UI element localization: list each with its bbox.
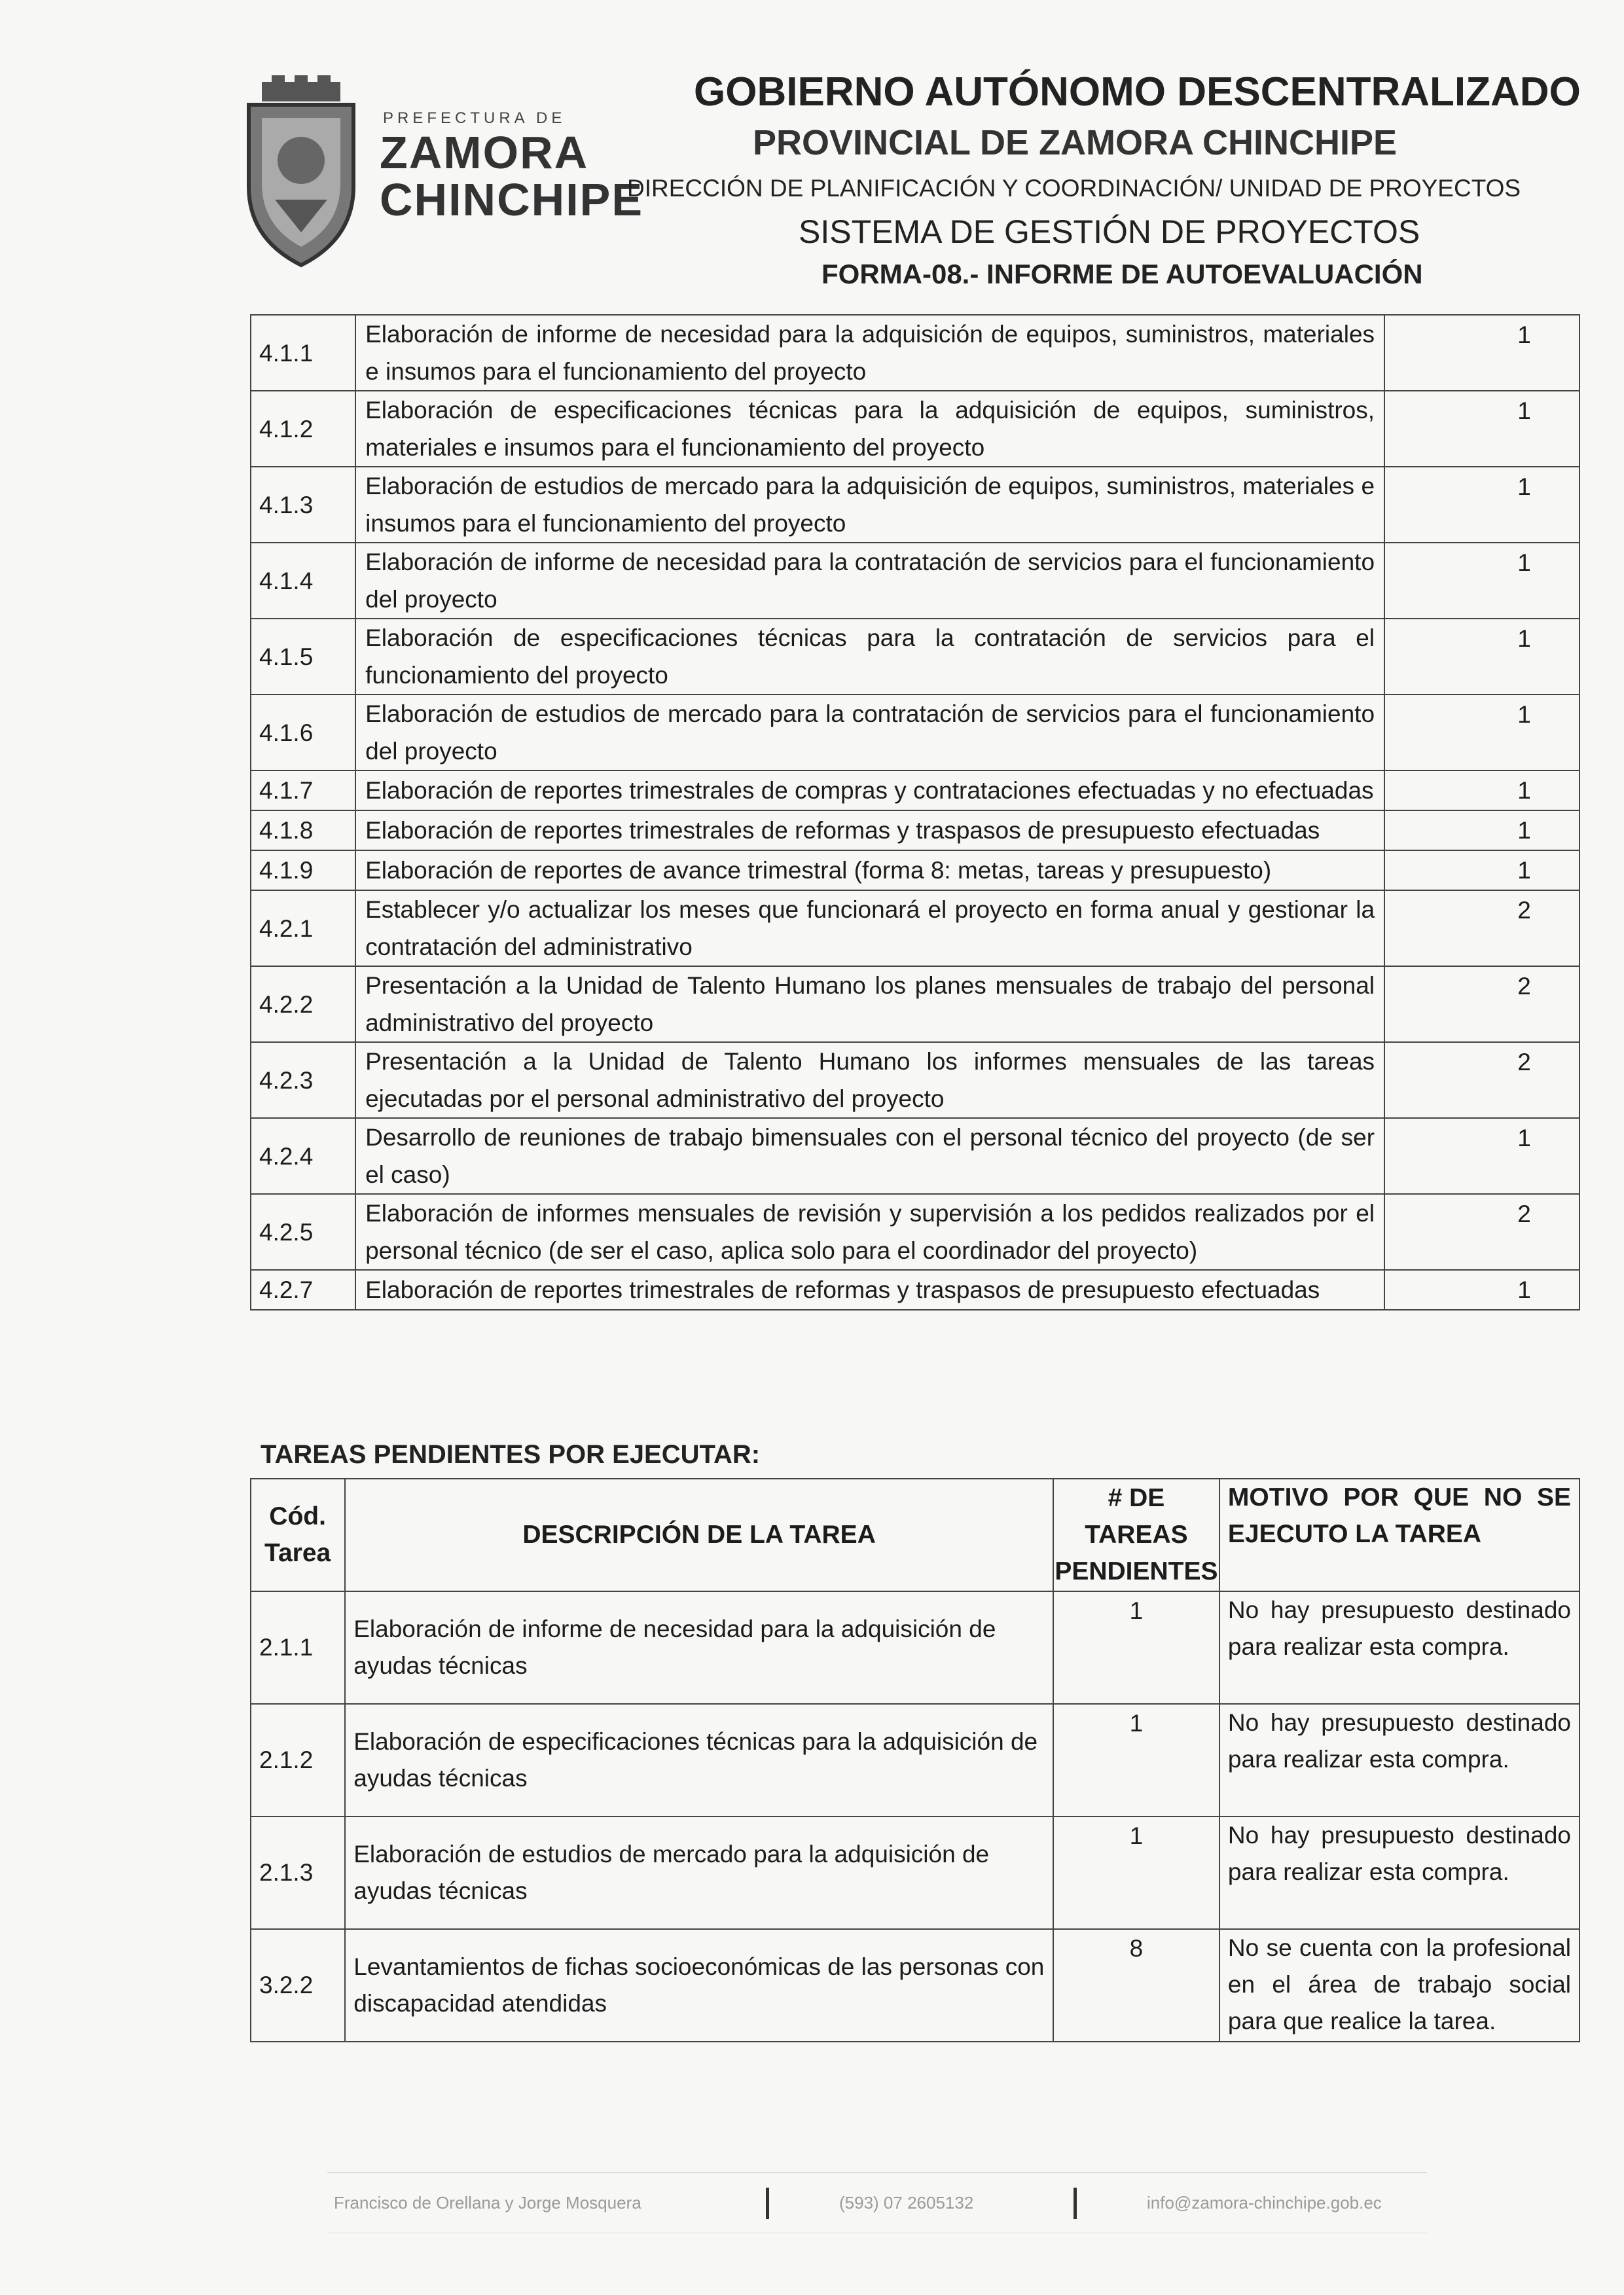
task-code: 4.2.1 <box>251 890 355 966</box>
task-quantity: 1 <box>1384 1270 1579 1310</box>
header-title: GOBIERNO AUTÓNOMO DESCENTRALIZADO <box>694 69 1581 115</box>
task-code: 4.2.2 <box>251 966 355 1042</box>
pending-description: Levantamientos de fichas socioeconómicas de las personas con discapacidad atendidas <box>345 1929 1053 2042</box>
task-quantity: 1 <box>1384 391 1579 467</box>
task-row <box>251 543 1579 619</box>
task-code: 4.1.3 <box>251 467 355 543</box>
pending-header-row <box>251 1479 1579 1591</box>
pending-row <box>251 1591 1579 1704</box>
task-description: Elaboración de reportes de avance trimestral (forma 8: metas, tareas y presupuesto) <box>355 850 1384 890</box>
pending-tasks-title: TAREAS PENDIENTES POR EJECUTAR: <box>261 1440 761 1469</box>
task-row <box>251 1042 1579 1118</box>
task-quantity: 2 <box>1384 1194 1579 1270</box>
pending-description: Elaboración de estudios de mercado para la adquisición de ayudas técnicas <box>345 1816 1053 1929</box>
pending-row <box>251 1704 1579 1816</box>
task-row <box>251 467 1579 543</box>
task-quantity: 1 <box>1384 695 1579 770</box>
footer-email: info@zamora-chinchipe.gob.ec <box>1147 2193 1382 2213</box>
task-description: Desarrollo de reuniones de trabajo bimensuales con el personal técnico del proyecto (de ser el caso) <box>355 1118 1384 1194</box>
task-description: Presentación a la Unidad de Talento Humano los informes mensuales de las tareas ejecutadas por el personal administrativo del proyecto <box>355 1042 1384 1118</box>
task-row <box>251 770 1579 810</box>
logo-name-line2: CHINCHIPE <box>380 174 644 225</box>
footer-divider <box>327 2172 1427 2173</box>
footer-divider-bottom <box>327 2232 1427 2233</box>
task-code: 4.1.2 <box>251 391 355 467</box>
pending-reason: No hay presupuesto destinado para realizar esta compra. <box>1219 1816 1579 1929</box>
pending-count: 1 <box>1053 1704 1219 1816</box>
header-subtitle: PROVINCIAL DE ZAMORA CHINCHIPE <box>753 123 1398 162</box>
header-system: SISTEMA DE GESTIÓN DE PROYECTOS <box>799 213 1420 250</box>
header-pending-count: # DE TAREAS PENDIENTES <box>1053 1479 1219 1591</box>
logo-small-text: PREFECTURA DE <box>383 109 566 127</box>
pending-row <box>251 1816 1579 1929</box>
task-description: Elaboración de informe de necesidad para la contratación de servicios para el funcionamiento del proyecto <box>355 543 1384 619</box>
logo-name-line1: ZAMORA <box>380 127 589 178</box>
task-description: Elaboración de informe de necesidad para la adquisición de equipos, suministros, materiales e insumos para el funcionamiento del proyecto <box>355 315 1384 391</box>
pending-reason: No hay presupuesto destinado para realizar esta compra. <box>1219 1704 1579 1816</box>
task-code: 4.1.5 <box>251 619 355 695</box>
header-reason: MOTIVO POR QUE NO SE EJECUTO LA TAREA <box>1219 1479 1579 1591</box>
footer-address: Francisco de Orellana y Jorge Mosquera <box>334 2193 641 2213</box>
task-quantity: 1 <box>1384 315 1579 391</box>
task-description: Elaboración de reportes trimestrales de compras y contrataciones efectuadas y no efectuadas <box>355 770 1384 810</box>
task-quantity: 1 <box>1384 850 1579 890</box>
task-quantity: 1 <box>1384 543 1579 619</box>
tasks-table <box>250 314 1580 1310</box>
form-title: FORMA-08.- INFORME DE AUTOEVALUACIÓN <box>821 259 1423 289</box>
task-description: Elaboración de reportes trimestrales de reformas y traspasos de presupuesto efectuadas <box>355 810 1384 850</box>
task-quantity: 1 <box>1384 467 1579 543</box>
task-code: 4.2.7 <box>251 1270 355 1310</box>
task-description: Elaboración de estudios de mercado para la contratación de servicios para el funcionamiento del proyecto <box>355 695 1384 770</box>
task-code: 4.1.9 <box>251 850 355 890</box>
pending-count: 8 <box>1053 1929 1219 2042</box>
task-description: Elaboración de informes mensuales de revisión y supervisión a los pedidos realizados por el personal técnico (de ser el caso, aplica solo para el coordinador del proyecto) <box>355 1194 1384 1270</box>
task-row <box>251 1194 1579 1270</box>
prefectura-logo <box>236 75 644 272</box>
header-description: DESCRIPCIÓN DE LA TAREA <box>345 1479 1053 1591</box>
tasks-table-body <box>251 315 1579 1310</box>
task-description: Elaboración de especificaciones técnicas para la adquisición de equipos, suministros, materiales e insumos para el funcionamiento del proyecto <box>355 391 1384 467</box>
header-direction: DIRECCIÓN DE PLANIFICACIÓN Y COORDINACIÓN/ UNIDAD DE PROYECTOS <box>627 175 1521 202</box>
task-quantity: 1 <box>1384 810 1579 850</box>
task-quantity: 2 <box>1384 890 1579 966</box>
pending-description: Elaboración de especificaciones técnicas para la adquisición de ayudas técnicas <box>345 1704 1053 1816</box>
pending-count: 1 <box>1053 1591 1219 1704</box>
task-row <box>251 619 1579 695</box>
task-quantity: 2 <box>1384 966 1579 1042</box>
task-row <box>251 695 1579 770</box>
pending-table-body <box>251 1591 1579 2042</box>
task-quantity: 1 <box>1384 770 1579 810</box>
task-row <box>251 850 1579 890</box>
task-row <box>251 1118 1579 1194</box>
task-row <box>251 890 1579 966</box>
task-quantity: 2 <box>1384 1042 1579 1118</box>
pending-code: 2.1.3 <box>251 1816 345 1929</box>
task-code: 4.1.6 <box>251 695 355 770</box>
task-code: 4.2.5 <box>251 1194 355 1270</box>
task-row <box>251 1270 1579 1310</box>
task-quantity: 1 <box>1384 619 1579 695</box>
task-row <box>251 315 1579 391</box>
task-description: Elaboración de estudios de mercado para la adquisición de equipos, suministros, materiales e insumos para el funcionamiento del proyecto <box>355 467 1384 543</box>
footer-separator <box>766 2188 769 2219</box>
task-row <box>251 966 1579 1042</box>
task-code: 4.2.4 <box>251 1118 355 1194</box>
footer-phone: (593) 07 2605132 <box>839 2193 974 2213</box>
header-code: Cód. Tarea <box>251 1479 345 1591</box>
task-description: Presentación a la Unidad de Talento Humano los planes mensuales de trabajo del personal administrativo del proyecto <box>355 966 1384 1042</box>
pending-row <box>251 1929 1579 2042</box>
task-row <box>251 391 1579 467</box>
task-description: Establecer y/o actualizar los meses que funcionará el proyecto en forma anual y gestionar la contratación del administrativo <box>355 890 1384 966</box>
task-row <box>251 810 1579 850</box>
pending-description: Elaboración de informe de necesidad para la adquisición de ayudas técnicas <box>345 1591 1053 1704</box>
footer-separator <box>1074 2188 1077 2219</box>
shield-emblem-icon <box>236 75 367 272</box>
pending-code: 2.1.1 <box>251 1591 345 1704</box>
task-description: Elaboración de especificaciones técnicas para la contratación de servicios para el funcionamiento del proyecto <box>355 619 1384 695</box>
pending-reason: No se cuenta con la profesional en el área de trabajo social para que realice la tarea. <box>1219 1929 1579 2042</box>
pending-code: 3.2.2 <box>251 1929 345 2042</box>
pending-count: 1 <box>1053 1816 1219 1929</box>
task-code: 4.1.8 <box>251 810 355 850</box>
document-header <box>236 62 1581 298</box>
pending-code: 2.1.2 <box>251 1704 345 1816</box>
pending-tasks-table <box>250 1478 1580 2042</box>
task-description: Elaboración de reportes trimestrales de reformas y traspasos de presupuesto efectuadas <box>355 1270 1384 1310</box>
task-code: 4.2.3 <box>251 1042 355 1118</box>
pending-reason: No hay presupuesto destinado para realizar esta compra. <box>1219 1591 1579 1704</box>
task-code: 4.1.4 <box>251 543 355 619</box>
task-quantity: 1 <box>1384 1118 1579 1194</box>
task-code: 4.1.1 <box>251 315 355 391</box>
task-code: 4.1.7 <box>251 770 355 810</box>
